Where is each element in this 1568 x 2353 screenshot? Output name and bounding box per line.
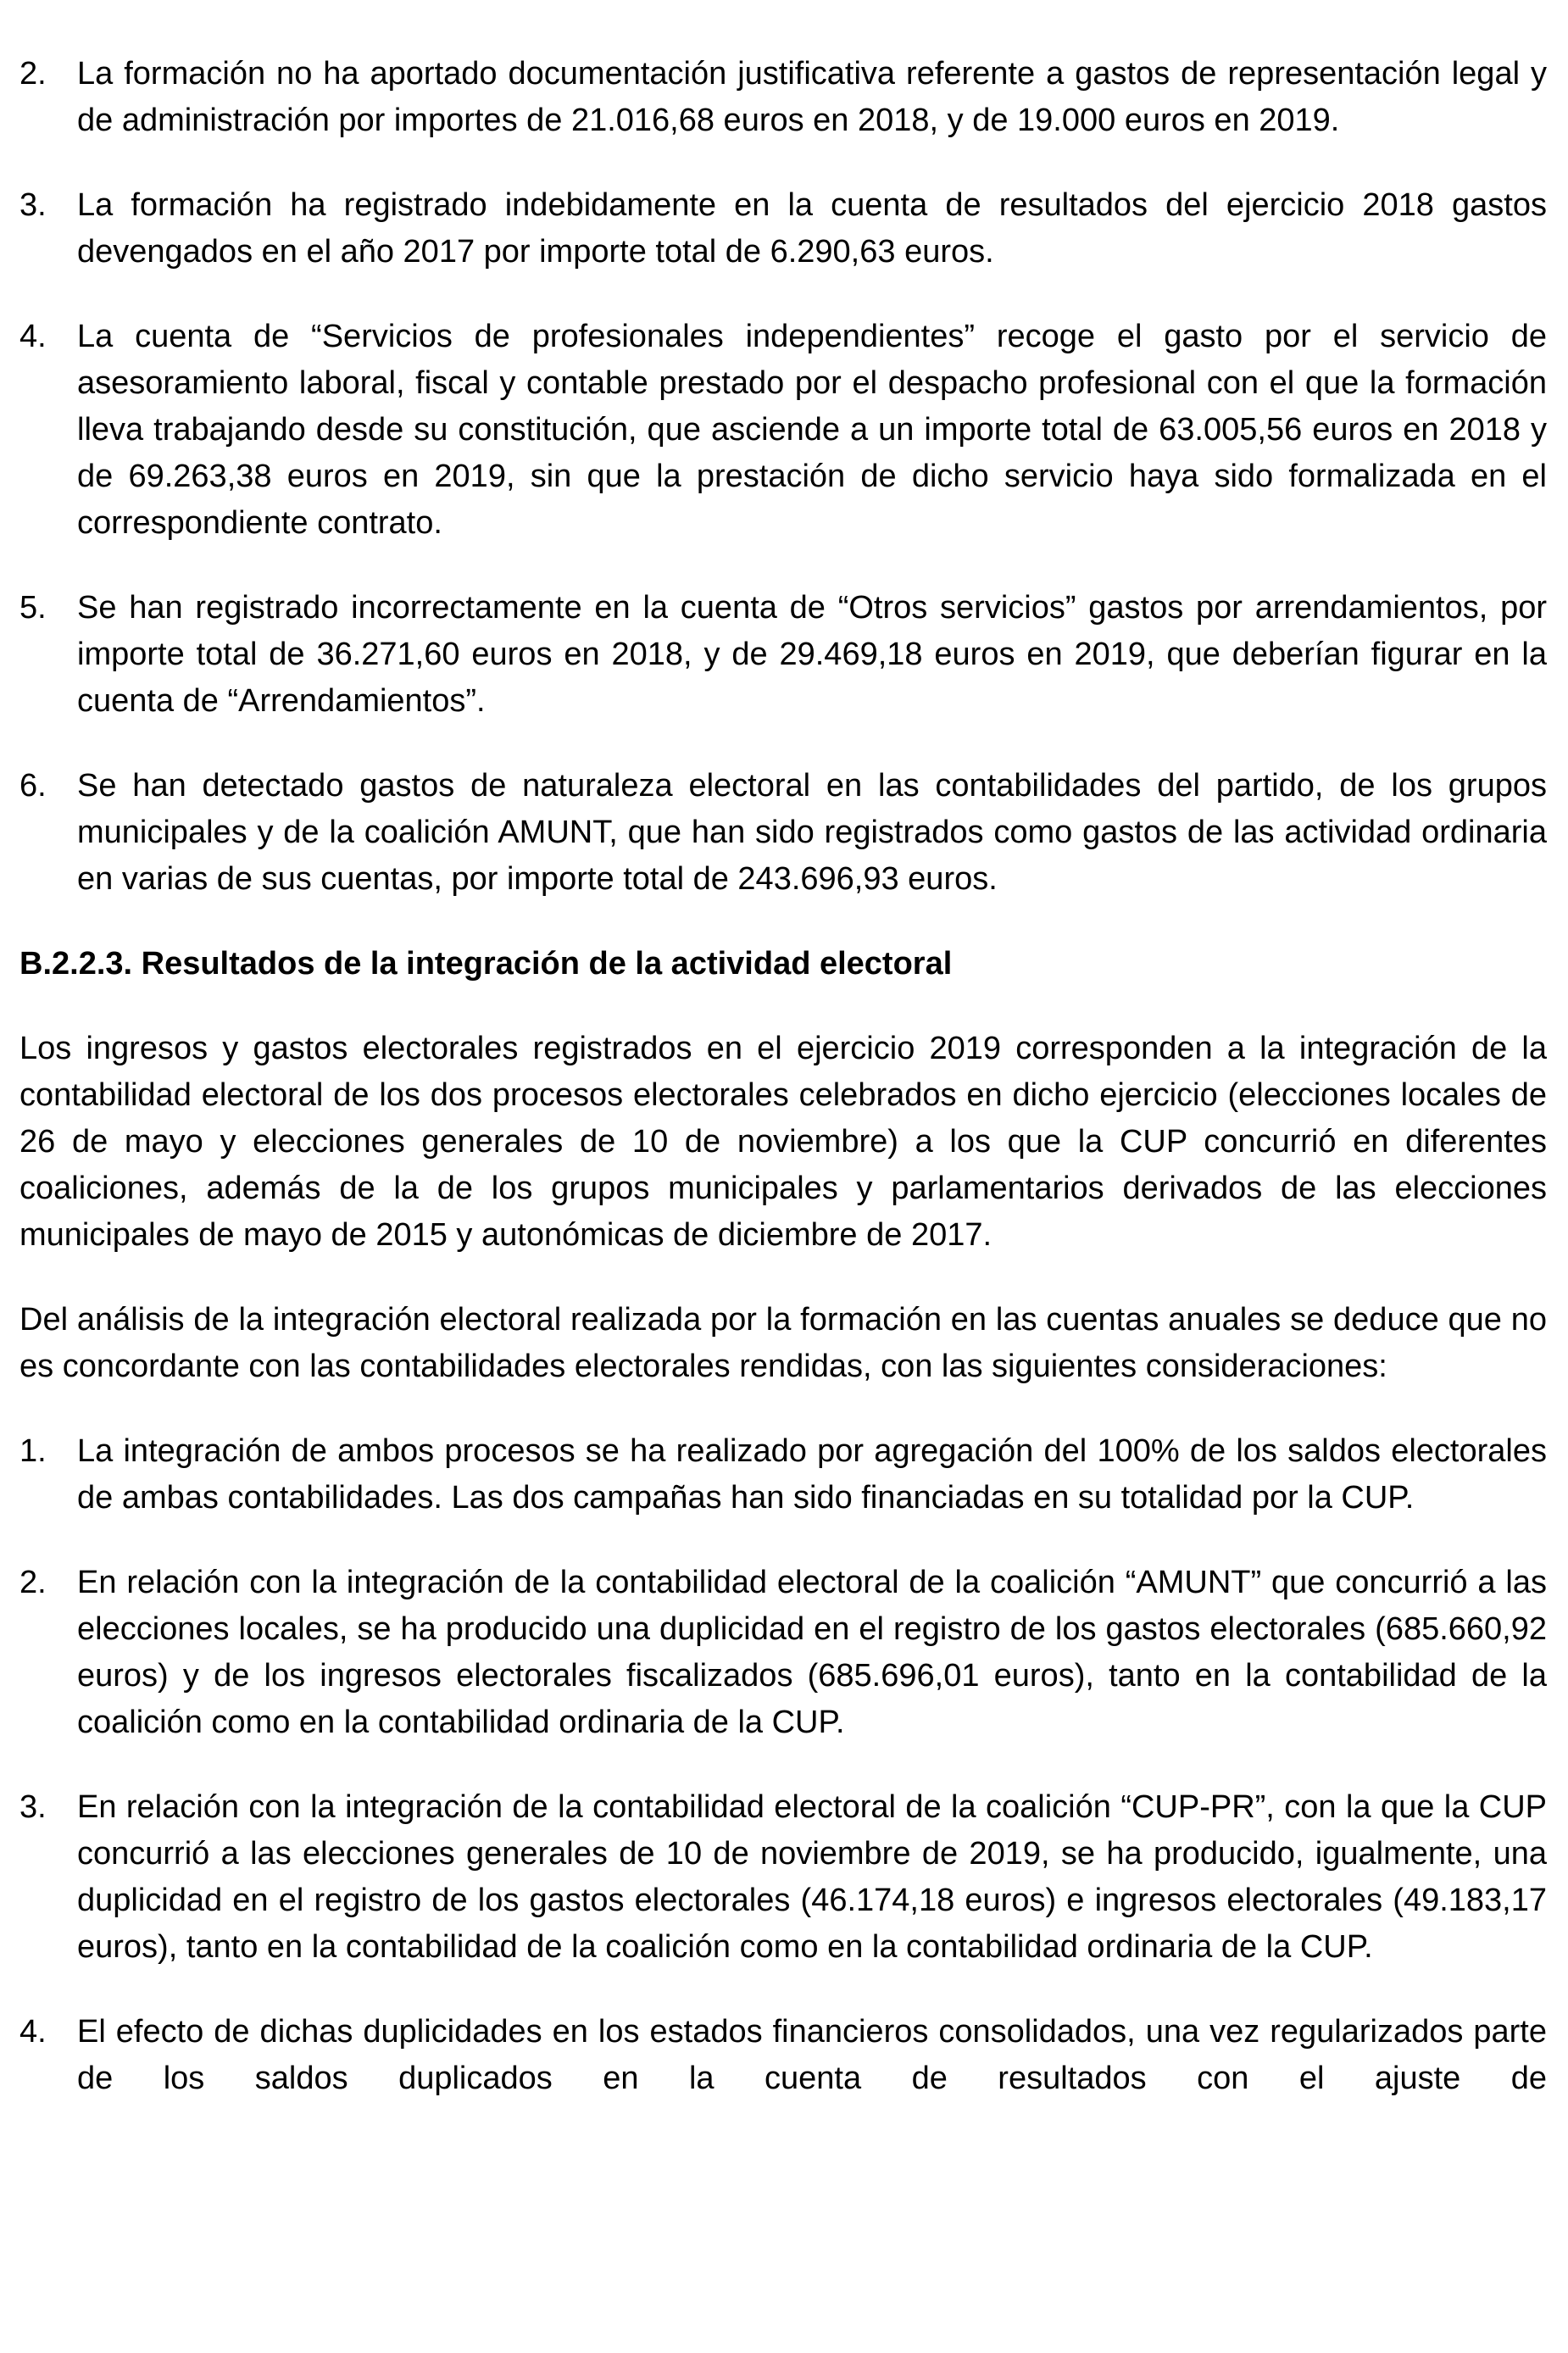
list-number: 5.	[19, 590, 47, 626]
list-text: En relación con la integración de la contabilidad electoral de la coalición “CUP-PR”, con la que la CUP concurrió a las elecciones generales de 10 de noviembre de 2019, se ha producido, igualmente, una duplicidad en el registro de los gastos electorales (46.174,18 euros) e ingresos electorales (49.183,17 euros), tanto en la contabilidad de la coalición como en la contabilidad ordinaria de la CUP.	[77, 1789, 1547, 1965]
list-item	[19, 1560, 1547, 1746]
list-number: 6.	[19, 768, 47, 804]
document-page	[19, 51, 1547, 2140]
list-number: 3.	[19, 1789, 47, 1825]
list-number: 4.	[19, 2014, 47, 2050]
list-text: La cuenta de “Servicios de profesionales independientes” recoge el gasto por el servicio de asesoramiento laboral, fiscal y contable prestado por el despacho profesional con el que la formación lleva trabajando desde su constitución, que asciende a un importe total de 63.005,56 euros en 2018 y de 69.263,38 euros en 2019, sin que la prestación de dicho servicio haya sido formalizada en el correspondiente contrato.	[77, 319, 1547, 541]
list-item	[19, 585, 1547, 725]
list-text: Se han detectado gastos de naturaleza electoral en las contabilidades del partido, de los grupos municipales y de la coalición AMUNT, que han sido registrados como gastos de las actividad ordinaria en varias de sus cuentas, por importe total de 243.696,93 euros.	[77, 768, 1547, 897]
list-item	[19, 182, 1547, 275]
paragraph: Del análisis de la integración electoral realizada por la formación en las cuentas anuales se deduce que no es concordante con las contabilidades electorales rendidas, con las siguientes consideraciones:	[19, 1302, 1547, 1384]
list-text: La integración de ambos procesos se ha realizado por agregación del 100% de los saldos electorales de ambas contabilidades. Las dos campañas han sido financiadas en su totalidad por la CUP.	[77, 1433, 1547, 1516]
paragraph: Los ingresos y gastos electorales registrados en el ejercicio 2019 corresponden a la integración de la contabilidad electoral de los dos procesos electorales celebrados en dicho ejercicio (elecciones locales de 26 de mayo y elecciones generales de 10 de noviembre) a los que la CUP concurrió en diferentes coaliciones, además de la de los grupos municipales y parlamentarios derivados de las elecciones municipales de mayo de 2015 y autonómicas de diciembre de 2017.	[19, 1031, 1547, 1253]
list-number: 4.	[19, 319, 47, 354]
list-number: 2.	[19, 56, 47, 92]
list-item	[19, 1784, 1547, 1971]
list-text: Se han registrado incorrectamente en la cuenta de “Otros servicios” gastos por arrendamientos, por importe total de 36.271,60 euros en 2018, y de 29.469,18 euros en 2019, que deberían figurar en la cuenta de “Arrendamientos”.	[77, 590, 1547, 719]
list-item	[19, 51, 1547, 144]
list-text: En relación con la integración de la contabilidad electoral de la coalición “AMUNT” que concurrió a las elecciones locales, se ha producido una duplicidad en el registro de los gastos electorales (685.660,92 euros) y de los ingresos electorales fiscalizados (685.696,01 euros), tanto en la contabilidad de la coalición como en la contabilidad ordinaria de la CUP.	[77, 1565, 1547, 1740]
list-number: 2.	[19, 1565, 47, 1600]
section-heading: B.2.2.3. Resultados de la integración de la actividad electoral	[19, 946, 953, 982]
list-text: La formación no ha aportado documentación justificativa referente a gastos de representación legal y de administración por importes de 21.016,68 euros en 2018, y de 19.000 euros en 2019.	[77, 56, 1547, 138]
list-item	[19, 1428, 1547, 1521]
list-number: 3.	[19, 187, 47, 223]
list-item	[19, 314, 1547, 547]
list-item	[19, 2009, 1547, 2102]
list-text: El efecto de dichas duplicidades en los estados financieros consolidados, una vez regularizados parte de los saldos duplicados en la cuenta de resultados con el ajuste de	[77, 2014, 1547, 2096]
list-text: La formación ha registrado indebidamente en la cuenta de resultados del ejercicio 2018 gastos devengados en el año 2017 por importe total de 6.290,63 euros.	[77, 187, 1547, 270]
list-number: 1.	[19, 1433, 47, 1469]
list-item	[19, 763, 1547, 903]
